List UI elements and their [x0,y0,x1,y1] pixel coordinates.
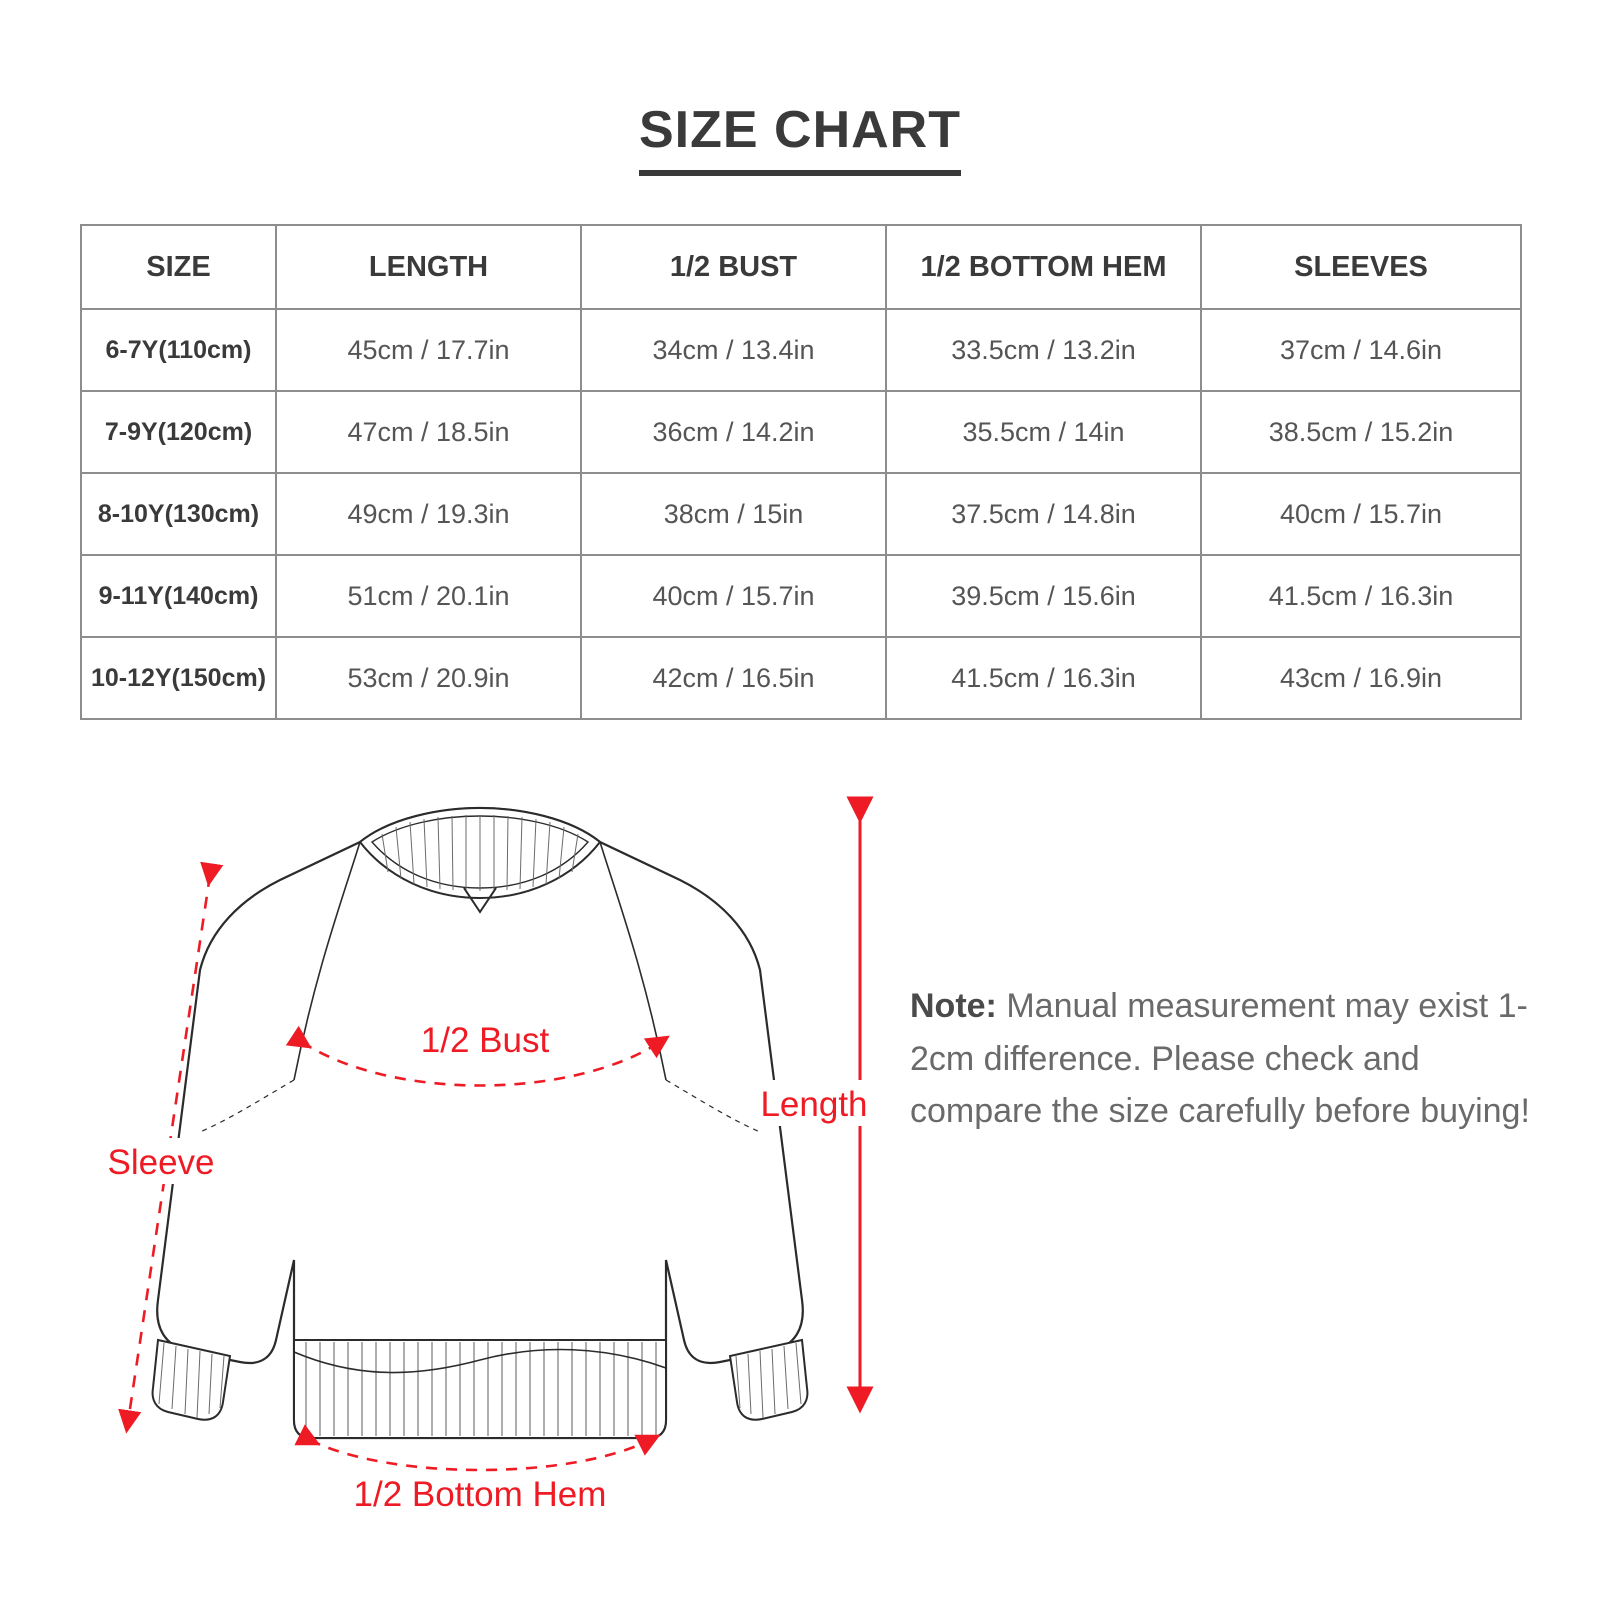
cell-half-bottom-hem: 33.5cm / 13.2in [886,309,1201,391]
cell-half-bottom-hem: 35.5cm / 14in [886,391,1201,473]
measure-label-sleeve: Sleeve [107,1143,215,1182]
note-text: Manual measurement may exist 1-2cm difference. Please check and compare the size carefully before buying! [910,987,1530,1131]
table-header-row [81,225,1521,309]
cell-sleeves: 37cm / 14.6in [1201,309,1521,391]
cell-length: 51cm / 20.1in [276,555,581,637]
cell-sleeves: 40cm / 15.7in [1201,473,1521,555]
table-row [81,391,1521,473]
cell-length: 53cm / 20.9in [276,637,581,719]
column-header-sleeves: SLEEVES [1201,225,1521,309]
size-chart-table [80,224,1522,720]
table-row [81,473,1521,555]
column-header-length: LENGTH [276,225,581,309]
column-header-half-bust: 1/2 BUST [581,225,886,309]
cell-size: 7-9Y(120cm) [81,391,276,473]
cell-length: 45cm / 17.7in [276,309,581,391]
measure-label-length: Length [760,1085,868,1124]
table-row [81,309,1521,391]
table-row [81,637,1521,719]
measurement-diagram-section [0,770,1600,1530]
cell-half-bust: 42cm / 16.5in [581,637,886,719]
cell-sleeves: 38.5cm / 15.2in [1201,391,1521,473]
cell-half-bust: 34cm / 13.4in [581,309,886,391]
cell-length: 47cm / 18.5in [276,391,581,473]
cell-half-bottom-hem: 37.5cm / 14.8in [886,473,1201,555]
cell-sleeves: 41.5cm / 16.3in [1201,555,1521,637]
page-title: SIZE CHART [639,100,961,176]
cell-size: 10-12Y(150cm) [81,637,276,719]
note-prefix: Note: [910,987,997,1025]
column-header-size: SIZE [81,225,276,309]
cell-size: 9-11Y(140cm) [81,555,276,637]
measure-half-bottom-hem [310,1440,650,1514]
cell-half-bottom-hem: 39.5cm / 15.6in [886,555,1201,637]
garment-measurement-diagram [60,780,920,1520]
size-table-container [80,224,1520,720]
cell-size: 8-10Y(130cm) [81,473,276,555]
cell-half-bottom-hem: 41.5cm / 16.3in [886,637,1201,719]
cell-sleeves: 43cm / 16.9in [1201,637,1521,719]
measure-label-half-bust: 1/2 Bust [420,1021,550,1060]
measure-label-bottom-hem: 1/2 Bottom Hem [353,1475,607,1514]
cell-half-bust: 38cm / 15in [581,473,886,555]
bottom-hem-ribbing [294,1340,666,1438]
cell-half-bust: 40cm / 15.7in [581,555,886,637]
measurement-note [910,980,1530,1138]
column-header-half-bottom-hem: 1/2 BOTTOM HEM [886,225,1201,309]
cell-half-bust: 36cm / 14.2in [581,391,886,473]
cell-length: 49cm / 19.3in [276,473,581,555]
table-row [81,555,1521,637]
cell-size: 6-7Y(110cm) [81,309,276,391]
page-title-container [0,0,1600,176]
